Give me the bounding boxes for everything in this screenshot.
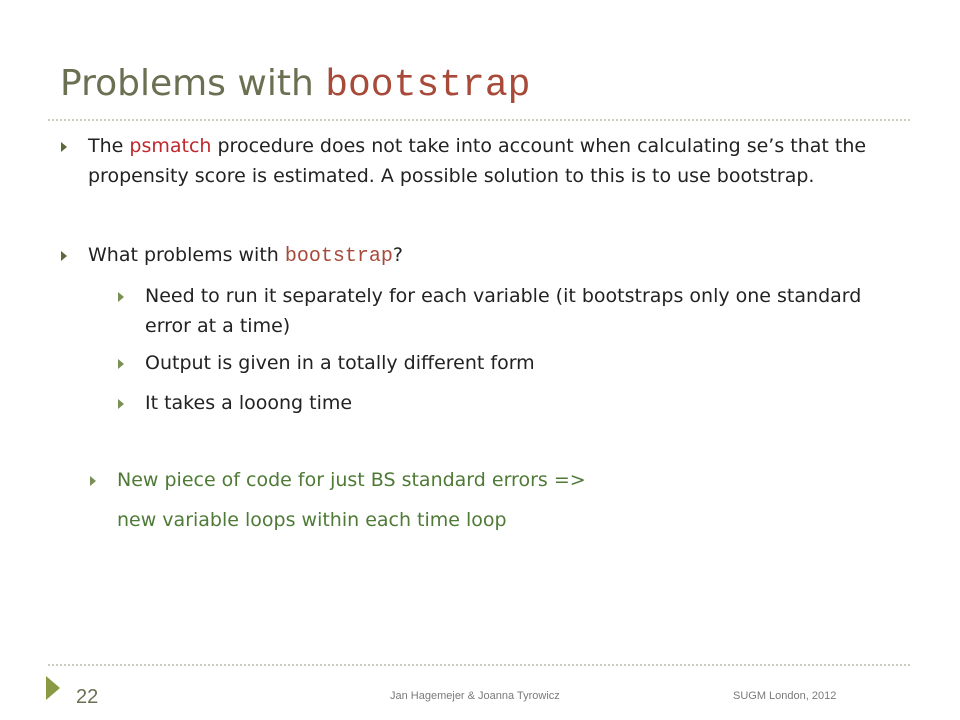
- bullet-text-before: What problems with: [88, 244, 285, 266]
- bullet-text-after: procedure does not take into account when calculating se’s that the propensity score is estimated. A possible solution to this is to use bootstrap.: [88, 135, 867, 187]
- bootstrap-code: bootstrap: [284, 245, 393, 268]
- psmatch-highlight: psmatch: [129, 135, 212, 157]
- new-code-note-line2: new variable loops within each time loop: [117, 509, 507, 531]
- new-code-note-line1: New piece of code for just BS standard errors =>: [117, 469, 586, 491]
- bullet-text-after: ?: [392, 244, 403, 266]
- sub-bullet-text: Output is given in a totally different form: [145, 352, 535, 374]
- note-arrow-icon: [90, 476, 96, 486]
- sub-bullet-text: Need to run it separately for each variable (it bootstraps only one standard error at a time): [145, 285, 862, 337]
- bullet-arrow-icon: [61, 142, 67, 152]
- sub-bullet-text: It takes a looong time: [145, 392, 353, 414]
- sub-bullet-arrow-icon: [118, 359, 124, 369]
- sub-bullet-output-form: [145, 348, 890, 378]
- sub-bullet-run-separately: [145, 281, 890, 341]
- bullet-psmatch: [88, 131, 908, 191]
- slide-title-code: bootstrap: [325, 64, 531, 107]
- footer-event: SUGM London, 2012: [733, 690, 837, 702]
- bullet-arrow-icon: [61, 251, 67, 261]
- sub-bullet-long-time: [145, 388, 890, 418]
- footer-arrow-icon: [46, 676, 60, 700]
- footer-authors: Jan Hagemejer & Joanna Tyrowicz: [390, 690, 560, 702]
- footer-divider: [48, 664, 910, 666]
- new-code-note-continuation: [117, 505, 897, 535]
- page-number: 22: [76, 686, 99, 708]
- bullet-problems: [88, 240, 908, 272]
- new-code-note: [117, 465, 897, 495]
- slide-title: [60, 60, 530, 110]
- bullet-text-before: The: [88, 135, 130, 157]
- title-divider: [48, 119, 910, 121]
- slide-title-text: Problems with: [60, 63, 326, 104]
- sub-bullet-arrow-icon: [118, 399, 124, 409]
- sub-bullet-arrow-icon: [118, 292, 124, 302]
